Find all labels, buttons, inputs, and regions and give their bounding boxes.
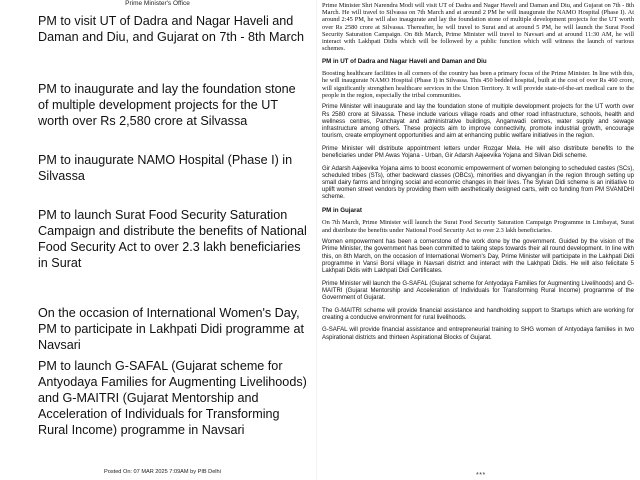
office-name: Prime Minister's Office bbox=[125, 0, 190, 7]
headline-3: PM to inaugurate NAMO Hospital (Phase I) in Silvassa bbox=[38, 153, 293, 183]
headline-5: On the occasion of International Women's Day, PM to participate in Lakhpati Didi programme at Navsari bbox=[38, 306, 304, 352]
headline-6: PM to launch G-SAFAL (Gujarat scheme for Antyodaya Families for Augmenting Livelihoods) and G-MAITRI (Gujarat Mentorship and Acceleration of Individuals for Transforming Rural Income) programme in Navsari bbox=[38, 359, 307, 437]
gsafal-launch-paragraph: Prime Minister will launch the G-SAFAL (Gujarat scheme for Antyodaya Families for Augmenting Livelihoods) and G-MAITRI (Gujarat Mentorship and Acceleration of Individuals for Transforming Rural Income) programme of the Government of Gujarat. bbox=[322, 280, 634, 302]
posted-on: Posted On: 07 MAR 2025 7:09AM by PIB Delhi bbox=[104, 469, 221, 475]
headline-4: PM to launch Surat Food Security Saturation Campaign and distribute the benefits of National Food Security Act to over 2.3 lakh beneficiaries in Surat bbox=[38, 208, 307, 270]
headline-1: PM to visit UT of Dadra and Nagar Haveli and Daman and Diu, and Gujarat on 7th - 8th March bbox=[38, 14, 305, 44]
rozgar-paragraph: Prime Minister will distribute appointment letters under Rozgar Mela. He will also distribute benefits to the beneficiaries under PM Awas Yojana - Urban, Gir Adarsh Aajeevika Yojana and Silvan Didi scheme. bbox=[322, 145, 634, 160]
panel-divider bbox=[316, 0, 317, 480]
surat-paragraph: On 7th March, Prime Minister will launch the Surat Food Security Saturation Campaign Programme in Limbayat, Surat and distribute the benefits under National Food Security Act to over 2.3 lakh beneficiaries. bbox=[322, 219, 634, 234]
section-title-ut: PM in UT of Dadra and Nagar Haveli and Daman and Diu bbox=[322, 57, 487, 65]
gsafal-paragraph: G-SAFAL will provide financial assistance and entrepreneurial training to SHG women of Antyodaya families in two Aspirational districts and thirteen Aspirational Blocks of Gujarat. bbox=[322, 327, 634, 341]
intro-paragraph: Prime Minister Shri Narendra Modi will visit UT of Dadra and Nagar Haveli and Daman and Diu, and Gujarat on 7th - 8th March. He will travel to Silvassa on 7th March and at around 2 PM he will inaugurate the NAMO Hospital (Phase I). At around 2:45 PM, he will also inaugurate and lay the foundation stone of multiple development projects for the UT worth over Rs 2580 crore at Silvassa. Thereafter, he will travel to Surat and at around 5 PM, he will launch the Surat Food Security Saturation Campaign. On 8th March, Prime Minister will travel to Navsari and at around 11:30 AM, he will interact with Lakhpati Didis which will be followed by a public function which will witness the launch of various schemes. bbox=[322, 2, 634, 53]
healthcare-paragraph: Boosting healthcare facilities in all corners of the country has been a primary focus of the Prime Minister. In line with this, he will inaugurate NAMO Hospital (Phase I) in Silvassa. This 450 bedded hospital, built at the cost of over Rs 460 crore, will significantly strengthen healthcare services in the Union Territory. It will provide state-of-the-art medical care to the people in the region, especially the tribal communities. bbox=[322, 70, 634, 99]
right-panel bbox=[322, 2, 634, 480]
headline-2: PM to inaugurate and lay the foundation stone of multiple development projects for the UT worth over Rs 2,580 crore at Silvassa bbox=[38, 82, 296, 128]
left-panel bbox=[0, 0, 315, 480]
projects-paragraph: Prime Minister will inaugurate and lay the foundation stone of multiple development projects for the UT worth over Rs 2580 crore at Silvassa. These include various village roads and other road infrastructure, schools, health and wellness centres, Panchayat and administrative buildings, Anganwadi centres, water supply and sewage infrastructure among others. These projects aim to improve connectivity, promote industrial growth, encourage tourism, create employment opportunities and aim at enhancing public welfare initiatives in the region. bbox=[322, 104, 634, 140]
women-empowerment-paragraph: Women empowerment has been a cornerstone of the work done by the government. Guided by the vision of the Prime Minister, the government has been committed to taking steps towards their all round development. In line with this, on 8th March, on the occasion of International Women's Day, Prime Minister will participate in the Lakhpati Didi programme in Vansi Borsi village in Navsari district and interact with the Lakhpati Didis. He will also felicitate 5 Lakhpati Didis with Lakhpati Didi Certificates. bbox=[322, 239, 634, 275]
aajeevika-paragraph: Gir Adarsh Aajeevika Yojana aims to boost economic empowerment of women belonging to scheduled castes (SCs), scheduled tribes (STs), other backward classes (OBCs), minorities and divyangjan in the region through setting up small dairy farms and bringing social and economic changes in their lives. The Sylvan Didi scheme is an initiative to uplift women street vendors by providing them with aesthetically designed carts, with co funding from PM SVANIDHI scheme. bbox=[322, 165, 634, 201]
gmaitri-paragraph: The G-MAITRI scheme will provide financial assistance and handholding support to Startups which are working for creating a conducive environment for rural livelihoods. bbox=[322, 307, 634, 321]
section-title-gujarat: PM in Gujarat bbox=[322, 207, 362, 215]
end-marker: *** bbox=[476, 472, 486, 479]
